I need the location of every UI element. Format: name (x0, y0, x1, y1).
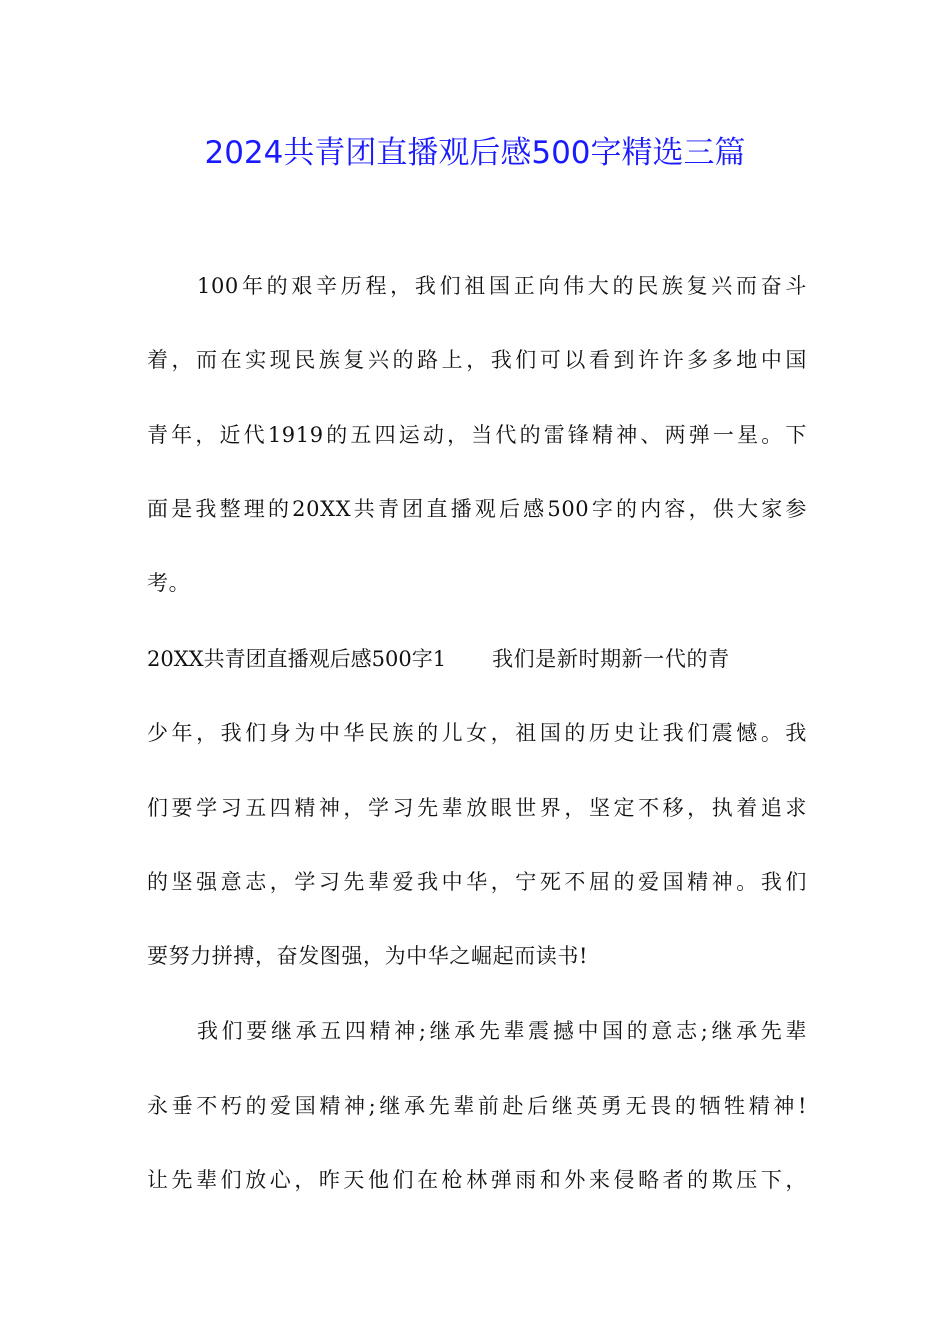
intro-line-2: 着，而在实现民族复兴的路上，我们可以看到许许多多地中国 (147, 348, 807, 372)
intro-line-5: 考。 (147, 571, 191, 595)
section-1-line-5: 要努力拼搏，奋发图强，为中华之崛起而读书! (147, 944, 589, 968)
paragraph-2-line-2: 永垂不朽的爱国精神;继承先辈前赴后继英勇无畏的牺牲精神! (147, 1094, 807, 1118)
section-1-opening-text: 我们是新时期新一代的青 (492, 647, 730, 671)
section-1-line-3: 们要学习五四精神，学习先辈放眼世界，坚定不移，执着追求 (147, 796, 807, 820)
section-1-line-4: 的坚强意志，学习先辈爱我中华，宁死不屈的爱国精神。我们 (147, 870, 807, 894)
intro-line-3: 青年，近代1919的五四运动，当代的雷锋精神、两弹一星。下 (147, 423, 807, 447)
paragraph-2-line-1: 我们要继承五四精神;继承先辈震撼中国的意志;继承先辈 (197, 1019, 807, 1043)
section-1-heading: 20XX共青团直播观后感500字1 (147, 647, 447, 671)
document-title: 2024共青团直播观后感500字精选三篇 (204, 135, 746, 171)
intro-line-1: 100年的艰辛历程，我们祖国正向伟大的民族复兴而奋斗 (197, 274, 807, 298)
paragraph-2-line-3: 让先辈们放心，昨天他们在枪林弹雨和外来侵略者的欺压下， (147, 1168, 807, 1192)
section-1-first-line (147, 639, 807, 679)
section-1-line-2: 少年，我们身为中华民族的儿女，祖国的历史让我们震憾。我 (147, 721, 807, 745)
intro-line-4: 面是我整理的20XX共青团直播观后感500字的内容，供大家参 (147, 497, 807, 521)
